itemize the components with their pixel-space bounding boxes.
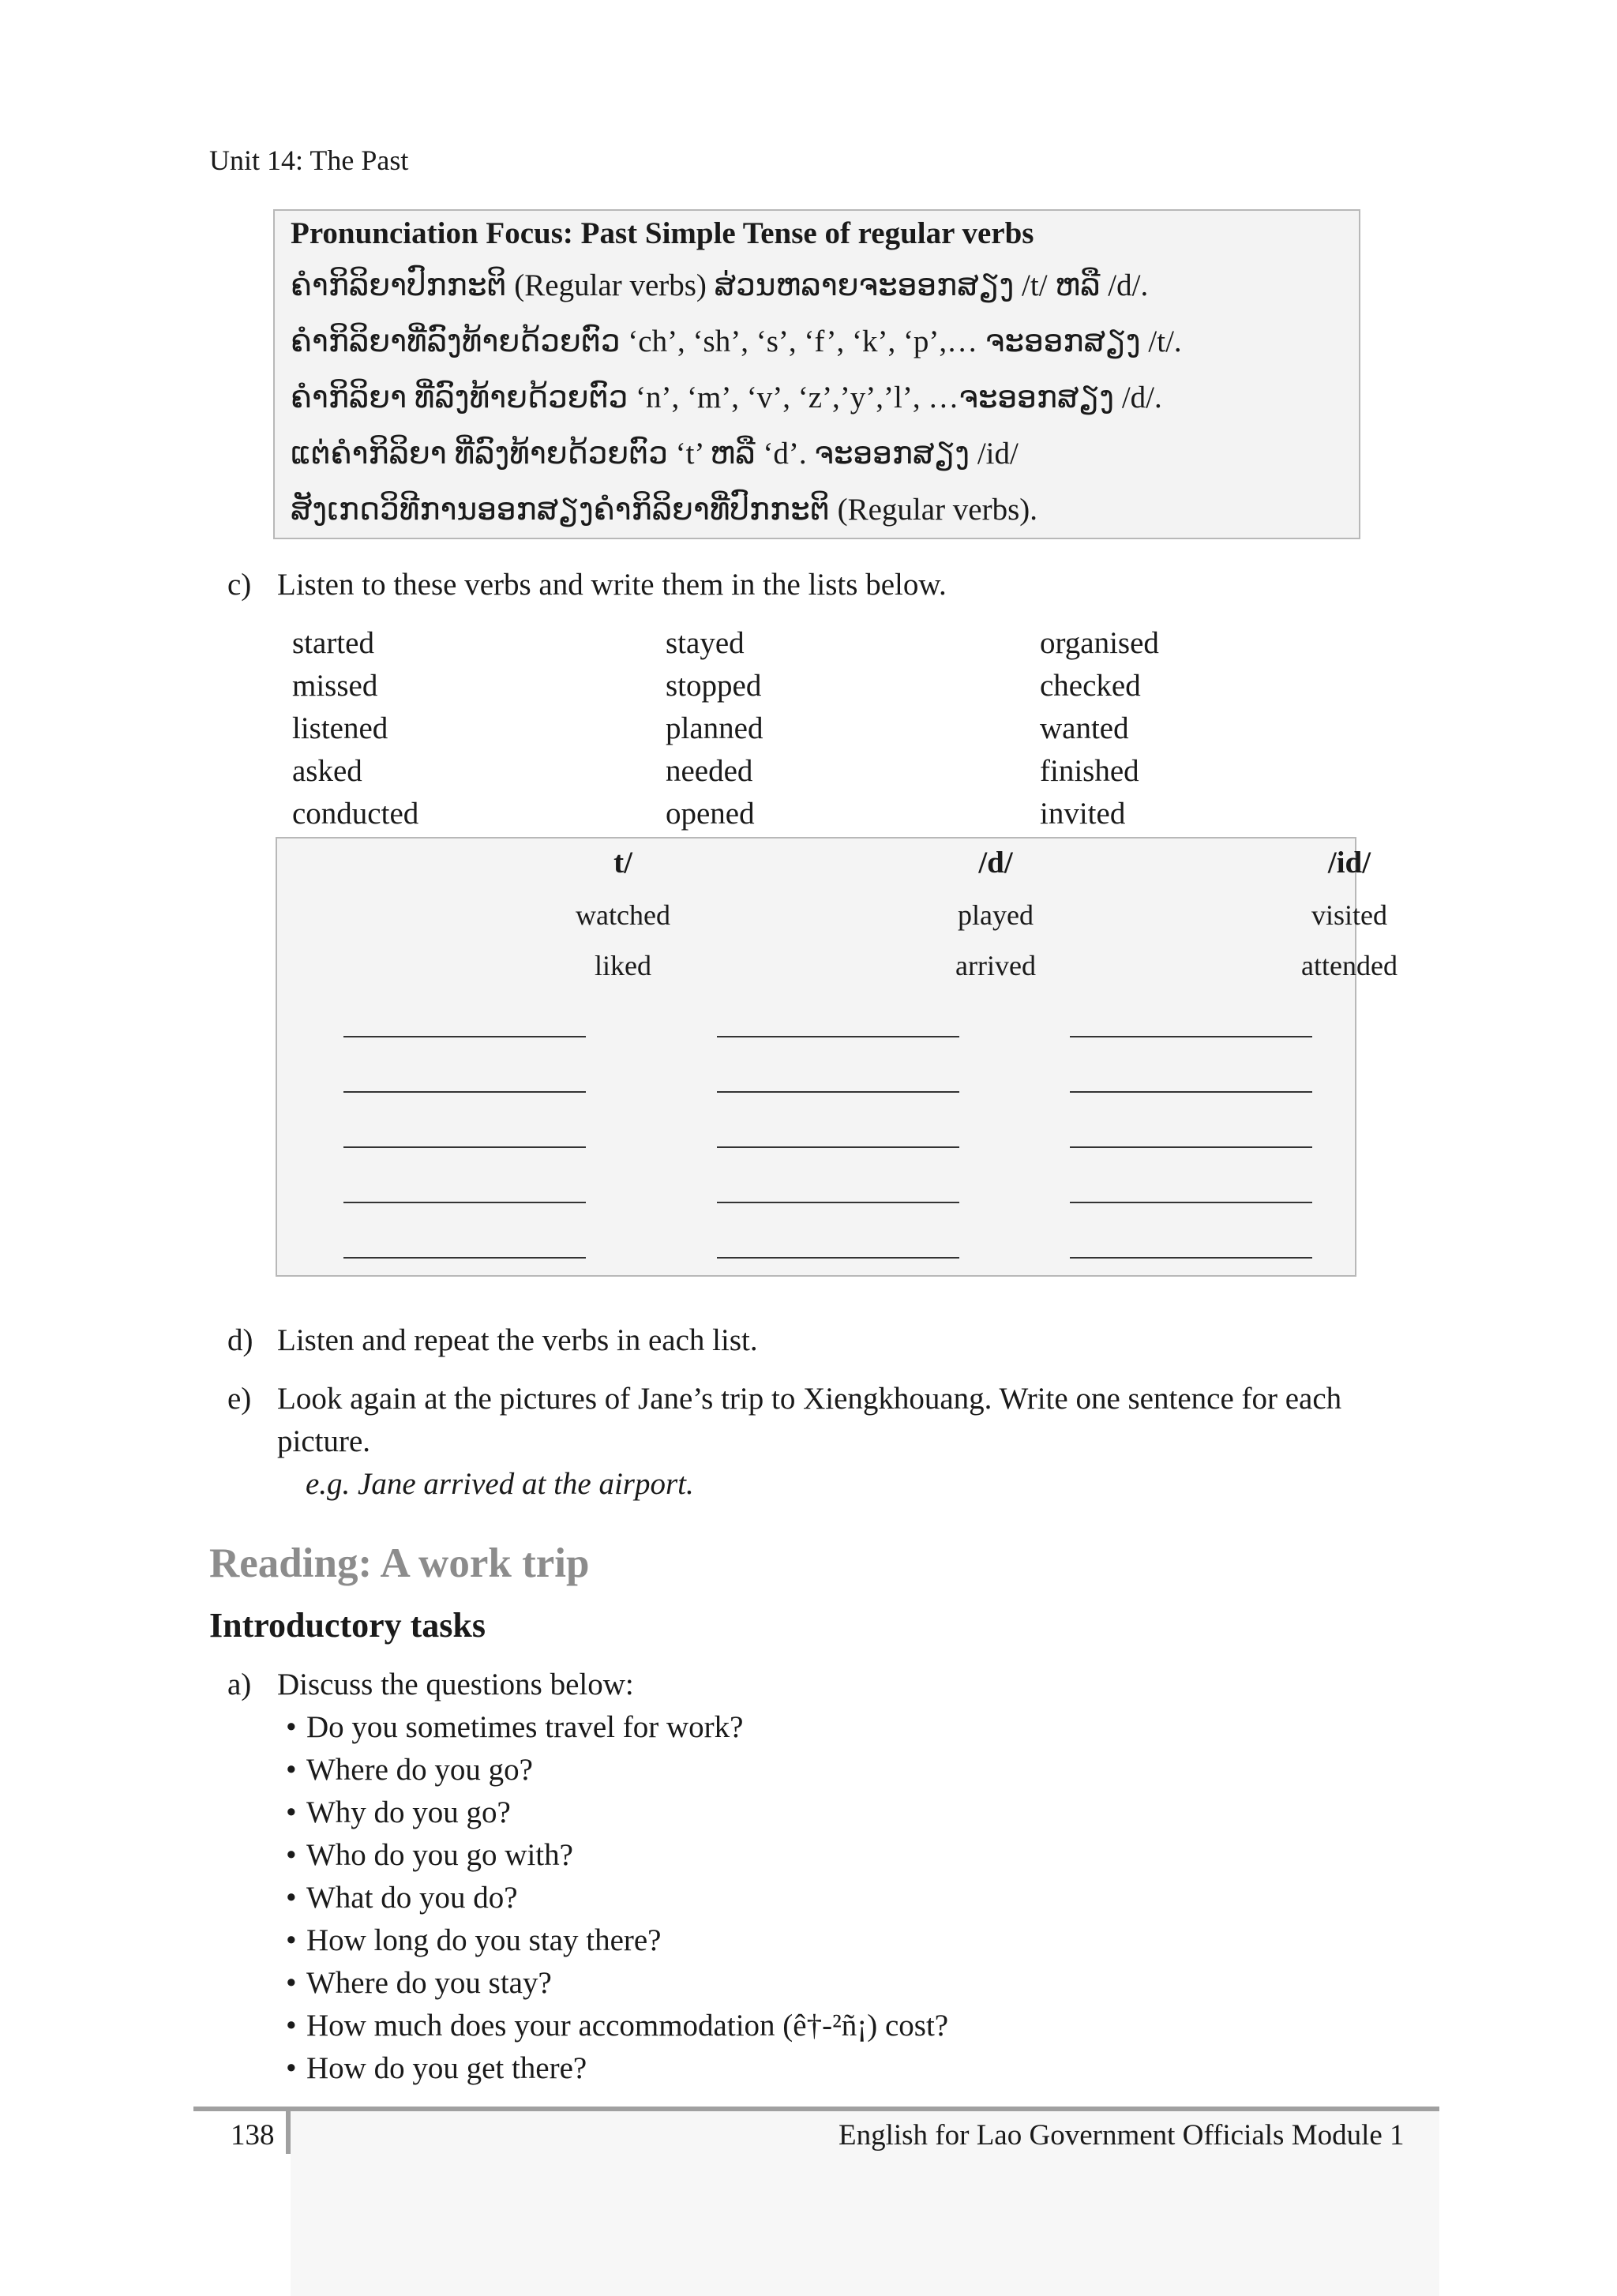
footer-divider	[286, 2111, 291, 2154]
answer-blank[interactable]	[1070, 1036, 1312, 1037]
answer-blank[interactable]	[1070, 1146, 1312, 1148]
verb-word: planned	[666, 711, 763, 745]
footer-rule	[193, 2107, 1439, 2111]
example-verb: played	[958, 899, 1034, 931]
example-sentence: e.g. Jane arrived at the airport.	[306, 1467, 694, 1501]
verb-word: started	[292, 626, 374, 660]
section-heading-reading: Reading: A work trip	[209, 1540, 590, 1586]
subheading-introductory-tasks: Introductory tasks	[209, 1606, 486, 1645]
verb-word: finished	[1040, 754, 1139, 788]
pronunciation-focus-box	[273, 209, 1360, 539]
answer-blank[interactable]	[343, 1091, 586, 1093]
verb-word: conducted	[292, 797, 419, 831]
task-text: Discuss the questions below:	[277, 1668, 634, 1701]
verb-word: opened	[666, 797, 755, 831]
example-verb: liked	[595, 950, 651, 981]
example-verb: visited	[1311, 899, 1387, 931]
verb-word: listened	[292, 711, 388, 745]
bullet-icon: •	[286, 1923, 297, 1957]
bullet-icon: •	[286, 1881, 297, 1915]
example-verb: watched	[576, 899, 670, 931]
task-label: e)	[227, 1382, 252, 1416]
answer-blank[interactable]	[1070, 1091, 1312, 1093]
bullet-icon: •	[286, 1753, 297, 1787]
example-verb: attended	[1301, 950, 1398, 981]
page-number: 138	[231, 2119, 275, 2152]
verb-word: asked	[292, 754, 362, 788]
bullet-icon: •	[286, 2009, 297, 2043]
verb-word: stopped	[666, 669, 762, 703]
verb-word: invited	[1040, 797, 1126, 831]
example-verb: arrived	[955, 950, 1036, 981]
answer-blank[interactable]	[717, 1091, 959, 1093]
task-label: a)	[227, 1668, 252, 1701]
bullet-icon: •	[286, 1795, 297, 1829]
task-text: Look again at the pictures of Jane’s trip to Xiengkhouang. Write one sentence for each	[277, 1382, 1342, 1416]
bullet-icon: •	[286, 1966, 297, 2000]
column-heading-d: /d/	[978, 846, 1013, 880]
task-text: Listen to these verbs and write them in the lists below.	[277, 568, 947, 602]
verb-word: wanted	[1040, 711, 1129, 745]
focus-line: ແຕ່ຄຳກິລິຍາ ທີ່ລົງທ້າຍດ້ວຍຕົວ ‘t’ ຫລື ‘d’. ຈະອອກສຽງ /id/	[291, 437, 1019, 471]
column-heading-id: /id/	[1327, 846, 1371, 880]
answer-blank[interactable]	[343, 1146, 586, 1148]
answer-blank[interactable]	[717, 1036, 959, 1037]
answer-blank[interactable]	[717, 1146, 959, 1148]
verb-word: stayed	[666, 626, 745, 660]
answer-blank[interactable]	[717, 1257, 959, 1259]
focus-line: ຄຳກິລິຍາປົກກະຕິ (Regular verbs) ສ່ວນຫລາຍຈະອອກສຽງ /t/ ຫລື /d/.	[291, 268, 1149, 302]
bullet-icon: •	[286, 1710, 297, 1744]
book-title: English for Lao Government Officials Module 1	[839, 2119, 1405, 2152]
answer-blank[interactable]	[1070, 1257, 1312, 1259]
answer-blank[interactable]	[343, 1036, 586, 1037]
bullet-icon: •	[286, 1838, 297, 1872]
verb-word: missed	[292, 669, 378, 703]
sound-sorting-table	[276, 837, 1398, 1277]
task-e-continued: picture.	[277, 1424, 371, 1458]
focus-line: ສັງເກດວິທີການອອກສຽງຄຳກິລິຍາທີ່ປົກກະຕິ (Regular verbs).	[291, 493, 1038, 527]
task-label: c)	[227, 568, 252, 602]
verb-word: organised	[1040, 626, 1159, 660]
verb-word: needed	[666, 754, 753, 788]
verb-word: checked	[1040, 669, 1141, 703]
focus-line: ຄຳກິລິຍາ ທີ່ລົງທ້າຍດ້ວຍຕົວ ‘n’, ‘m’, ‘v’, ‘z’,’y’,’l’, …ຈະອອກສຽງ /d/.	[291, 381, 1162, 415]
answer-blank[interactable]	[1070, 1202, 1312, 1203]
unit-header: Unit 14: The Past	[209, 144, 409, 176]
task-label: d)	[227, 1323, 253, 1357]
column-heading-t: t/	[613, 846, 632, 880]
focus-line: ຄຳກິລິຍາທີ່ລົງທ້າຍດ້ວຍຕົວ ‘ch’, ‘sh’, ‘s’, ‘f’, ‘k’, ‘p’,… ຈະອອກສຽງ /t/.	[291, 325, 1182, 358]
focus-title: Pronunciation Focus: Past Simple Tense of regular verbs	[291, 216, 1034, 250]
answer-blank[interactable]	[343, 1257, 586, 1259]
answer-blank[interactable]	[717, 1202, 959, 1203]
task-text: Listen and repeat the verbs in each list.	[277, 1323, 758, 1357]
bullet-icon: •	[286, 2051, 297, 2085]
answer-blank[interactable]	[343, 1202, 586, 1203]
